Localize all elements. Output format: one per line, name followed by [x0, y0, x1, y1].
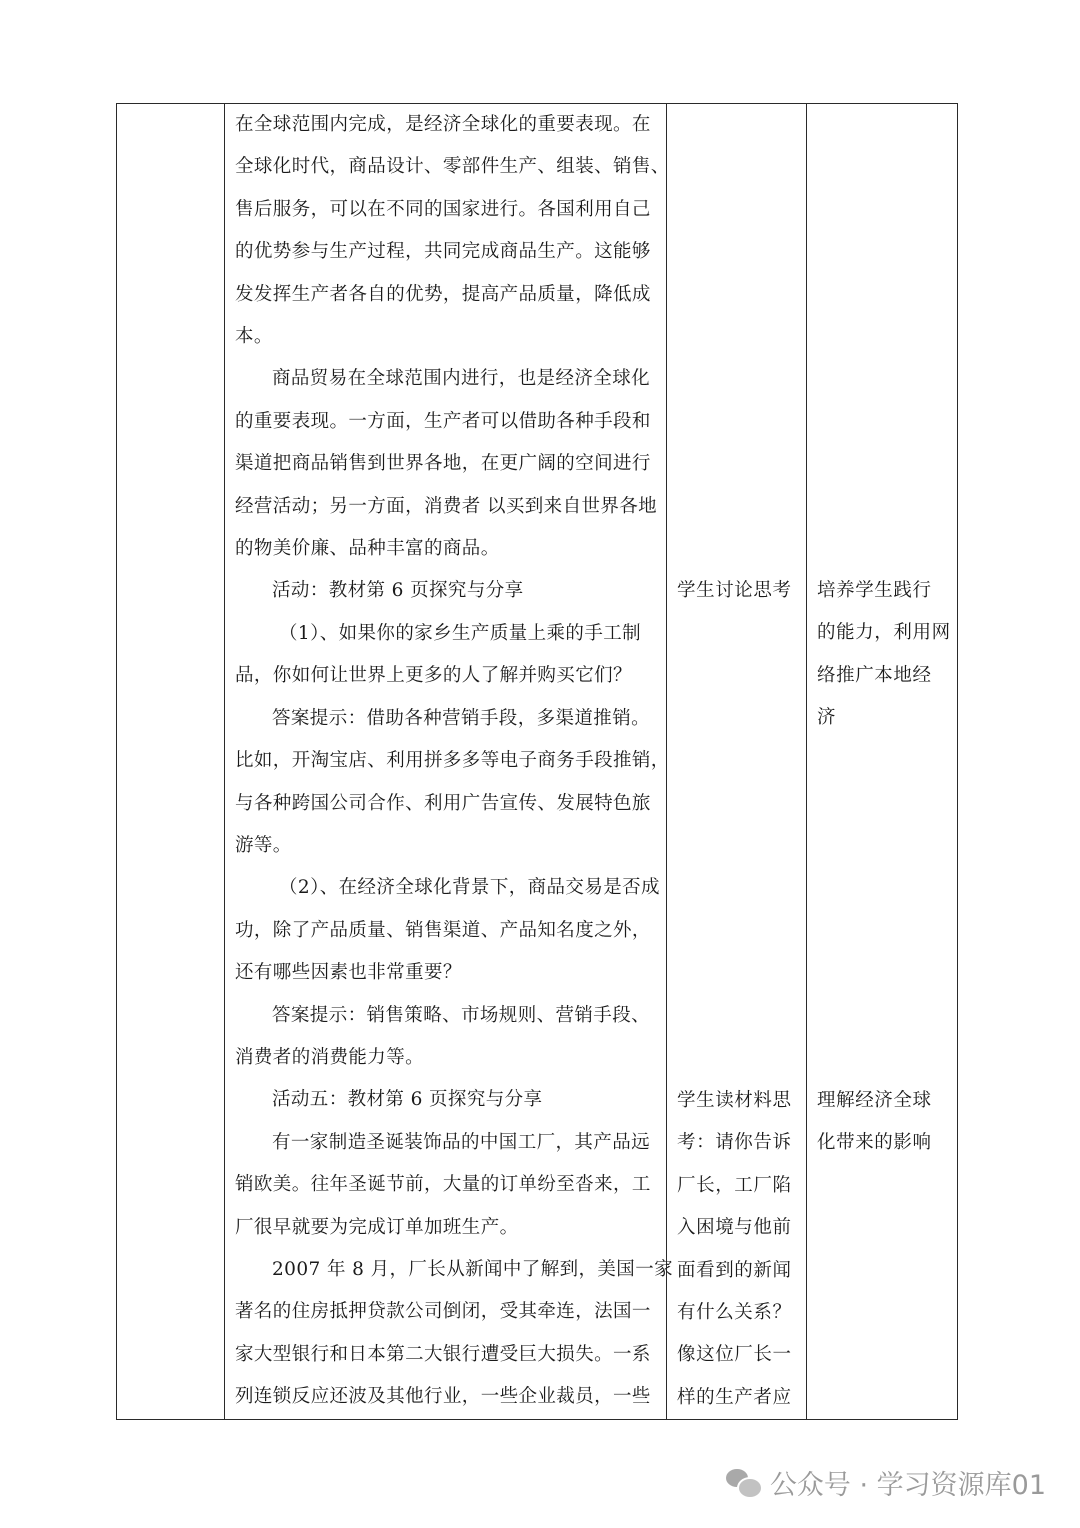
design-intent-cell-1 [817, 570, 953, 740]
text-line: 入困境与他前 [677, 1217, 792, 1239]
column-divider-3 [806, 104, 807, 1419]
lesson-table [116, 103, 958, 1420]
text-line: 商品贸易在全球范围内进行，也是经济全球化 [272, 368, 651, 390]
text-line: 考：请你告诉 [677, 1132, 792, 1154]
text-line: 发发挥生产者各自的优势，提高产品质量，降低成 [235, 283, 651, 305]
text-line: 面看到的新闻 [677, 1259, 792, 1281]
text-line: 学生读材料思 [677, 1090, 792, 1111]
text-line: 的重要表现。一方面，生产者可以借助各种手段和 [235, 410, 651, 432]
text-line: 家大型银行和日本第二大银行遭受巨大损失。一系 [235, 1343, 651, 1365]
column-divider-1 [224, 104, 225, 1419]
text-line: 理解经济全球 [817, 1090, 932, 1111]
student-activity-cell-2 [677, 1080, 803, 1419]
text-line: 品，你如何让世界上更多的人了解并购买它们？ [235, 665, 632, 687]
text-line: 与各种跨国公司合作、利用广告宣传、发展特色旅 [235, 792, 651, 814]
text-line: 有一家制造圣诞装饰品的中国工厂，其产品远 [272, 1131, 651, 1153]
text-line: 像这位厂长一 [677, 1344, 792, 1366]
text-line: 渠道把商品销售到世界各地，在更广阔的空间进行 [235, 453, 651, 475]
text-line: （2）、在经济全球化背景下，商品交易是否成 [279, 877, 660, 899]
text-line: 还有哪些因素也非常重要？ [235, 962, 462, 984]
text-line: 本。 [235, 326, 273, 348]
text-line: 的能力，利用网 [817, 622, 951, 644]
text-line: 活动：教材第 6 页探究与分享 [272, 580, 524, 602]
text-line: 厂长，工厂陷 [677, 1174, 792, 1196]
text-line: 消费者的消费能力等。 [235, 1046, 425, 1068]
design-intent-cell-2 [817, 1080, 953, 1165]
text-line: 全球化时代，商品设计、零部件生产、组装、销售、 [235, 156, 670, 178]
text-line: 列连锁反应还波及其他行业，一些企业裁员，一些 [235, 1386, 651, 1408]
text-line: 答案提示：借助各种营销手段，多渠道推销。 [272, 707, 651, 729]
text-line: 有什么关系？ [677, 1302, 792, 1324]
student-activity-cell-1 [677, 570, 803, 612]
text-line: 售后服务，可以在不同的国家进行。各国利用自己 [235, 198, 651, 220]
text-line: 化带来的影响 [817, 1132, 932, 1154]
text-line: 功，除了产品质量、销售渠道、产品知名度之外， [235, 919, 651, 941]
text-line: 厂很早就要为完成订单加班生产。 [235, 1216, 519, 1238]
text-line: 培养学生践行 [817, 580, 932, 601]
text-line: 在全球范围内完成，是经济全球化的重要表现。在 [235, 114, 651, 135]
text-line: 游等。 [235, 834, 292, 856]
text-line: （1）、如果你的家乡生产质量上乘的手工制 [279, 622, 642, 644]
text-line: 答案提示：销售策略、市场规则、营销手段、 [272, 1004, 651, 1026]
watermark-text: 公众号 · 学习资源库01 [769, 1469, 1046, 1501]
text-line: 比如，开淘宝店、利用拼多多等电子商务手段推销， [235, 750, 670, 772]
text-line: 学生讨论思考 [677, 580, 792, 601]
watermark [726, 1462, 1046, 1502]
text-line: 样的生产者应 [677, 1386, 792, 1408]
text-line: 经营活动；另一方面，消费者 以买到来自世界各地 [235, 495, 658, 517]
text-line: 2007 年 8 月，厂长从新闻中了解到，美国一家 [272, 1258, 673, 1280]
text-line: 的物美价廉、品种丰富的商品。 [235, 538, 500, 560]
text-line: 的优势参与生产过程，共同完成商品生产。这能够 [235, 241, 651, 263]
wechat-icon [726, 1467, 760, 1497]
text-line: 络推广本地经 [817, 664, 932, 686]
text-line: 销欧美。往年圣诞节前，大量的订单纷至沓来，工 [235, 1174, 651, 1196]
text-line: 济 [817, 707, 837, 729]
content-column [235, 104, 673, 1419]
text-line: 著名的住房抵押贷款公司倒闭，受其牵连，法国一 [235, 1301, 651, 1323]
text-line: 活动五：教材第 6 页探究与分享 [272, 1089, 543, 1111]
